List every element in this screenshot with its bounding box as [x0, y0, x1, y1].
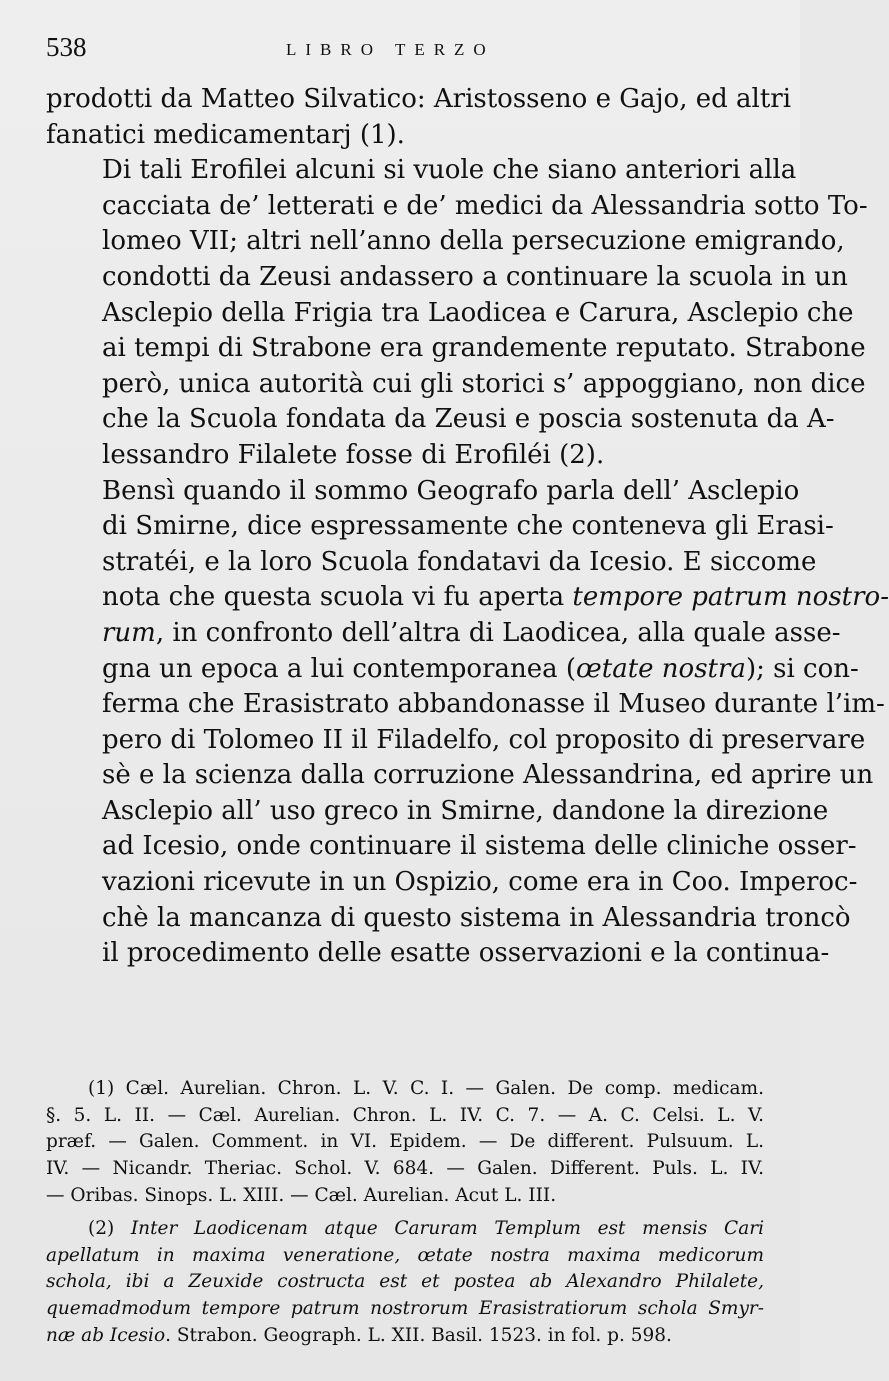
text-line: Di tali Erofilei alcuni si vuole che siano anteriori alla [102, 155, 797, 186]
text-line: ai tempi di Strabone era grandemente reputato. Strabone [102, 333, 866, 364]
text-line: sè e la scienza dalla corruzione Alessandrina, ed aprire un [102, 760, 874, 791]
footnote-2 [46, 1216, 764, 1350]
text-line: condotti da Zeusi andassero a continuare la scuola in un [102, 261, 848, 292]
running-title: LIBRO TERZO [286, 40, 495, 59]
text-line: pero di Tolomeo II il Filadelfo, col proposito di preservare [102, 724, 866, 755]
text-line [46, 580, 889, 616]
text-line [46, 616, 841, 652]
footnote-marker: (2) [88, 1217, 131, 1239]
footnote-line: — Oribas. Sinops. L. XIII. — Cæl. Aurelian. Acut L. III. [46, 1185, 557, 1207]
page-header [46, 32, 764, 82]
paragraph-1 [46, 82, 792, 153]
text-segment: , in confronto dell’altra di Laodicea, alla quale asse- [155, 617, 841, 648]
footnote-line: præf. — Galen. Comment. in VI. Epidem. — De different. Pulsuum. L. [46, 1131, 764, 1153]
footnote-line: IV. — Nicandr. Theriac. Schol. V. 684. — Galen. Different. Puls. L. IV. [46, 1158, 764, 1180]
paragraph-2 [46, 153, 868, 473]
footnote-line: §. 5. L. II. — Cæl. Aurelian. Chron. L. IV. C. 7. — A. C. Celsi. L. V. [46, 1104, 764, 1126]
italic-text: tempore patrum nostro- [572, 582, 889, 613]
footnote-line [46, 1216, 764, 1243]
footnote-line [46, 1323, 764, 1350]
text-line: chè la mancanza di questo sistema in Alessandria troncò [102, 902, 851, 933]
text-line: cacciata de’ letterati e de’ medici da Alessandria sotto To- [102, 190, 868, 221]
paragraph-3 [46, 474, 889, 972]
italic-text: œtate nostra [576, 653, 746, 684]
page-number: 538 [46, 32, 87, 62]
text-line: Asclepio all’ uso greco in Smirne, dandone la direzione [102, 795, 829, 826]
text-line: vazioni ricevute in un Ospizio, come era in Coo. Imperoc- [102, 867, 858, 898]
footnote-line [46, 1296, 764, 1323]
text-line: il procedimento delle esatte osservazioni e la continua- [102, 938, 830, 969]
text-segment: . Strabon. Geograph. L. XII. Basil. 1523. in fol. p. 598. [165, 1325, 672, 1347]
footnote-1 [46, 1076, 764, 1210]
footnotes [46, 1076, 764, 1350]
footnote-line: (1) Cæl. Aurelian. Chron. L. V. C. I. — Galen. De comp. medicam. [88, 1077, 764, 1099]
text-line: stratéi, e la loro Scuola fondatavi da Icesio. E siccome [102, 546, 817, 577]
text-line: lomeo VII; altri nell’anno della persecuzione emigrando, [102, 226, 845, 257]
footnote-line [46, 1269, 764, 1296]
italic-text: næ ab Icesio [46, 1325, 166, 1347]
text-line: lessandro Filalete fosse di Erofiléi (2). [102, 439, 605, 470]
text-line: ad Icesio, onde continuare il sistema delle cliniche osser- [102, 831, 857, 862]
text-line: ferma che Erasistrato abbandonasse il Museo durante l’im- [102, 689, 885, 720]
text-line: di Smirne, dice espressamente che conteneva gli Erasi- [102, 511, 834, 542]
text-line: Asclepio della Frigia tra Laodicea e Carura, Asclepio che [102, 297, 854, 328]
italic-text: rum [102, 617, 156, 648]
footnote-line [46, 1243, 764, 1270]
text-segment: gna un epoca a lui contemporanea ( [102, 653, 577, 684]
italic-text: quemadmodum tempore patrum nostrorum Erasistratiorum schola Smyr- [46, 1298, 764, 1320]
text-line: fanatici medicamentarj (1). [46, 119, 405, 150]
text-line [46, 652, 859, 688]
text-segment: nota che questa scuola vi fu aperta [102, 582, 573, 613]
italic-text: Inter Laodicenam atque Caruram Templum est mensis Cari [130, 1217, 764, 1239]
text-segment: ); si con- [745, 653, 859, 684]
italic-text: schola, ibi a Zeuxide costructa est et postea ab Alexandro Philalete, [46, 1271, 764, 1293]
italic-text: apellatum in maxima veneratione, œtate nostra maxima medicorum [46, 1244, 764, 1266]
text-line: Bensì quando il sommo Geografo parla dell’ Asclepio [102, 475, 800, 506]
main-text [46, 82, 889, 972]
text-line: però, unica autorità cui gli storici s’ appoggiano, non dice [102, 368, 866, 399]
text-line: che la Scuola fondata da Zeusi e poscia sostenuta da A- [102, 404, 835, 435]
text-line: prodotti da Matteo Silvatico: Aristosseno e Gajo, ed altri [46, 84, 792, 114]
